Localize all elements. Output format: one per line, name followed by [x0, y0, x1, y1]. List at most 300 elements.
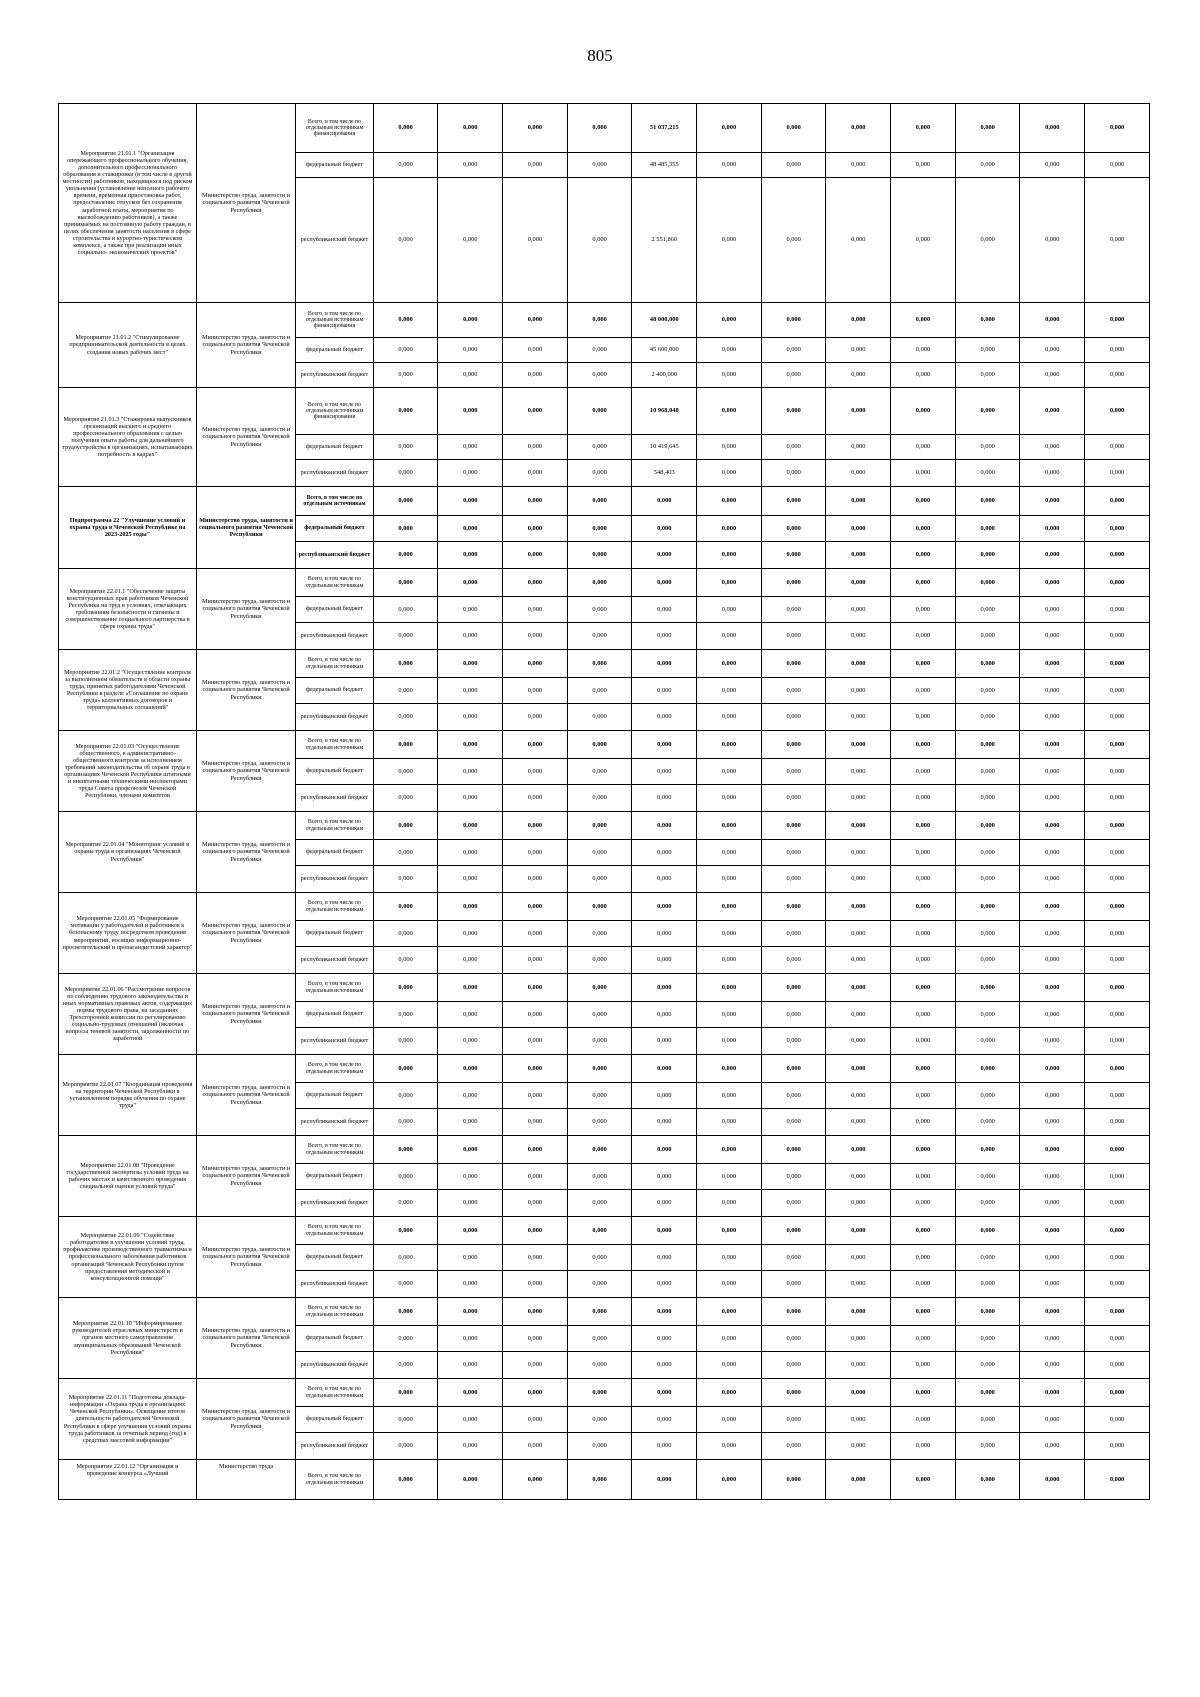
- amount-cell: 0,000: [632, 840, 697, 866]
- amount-cell: 0,000: [761, 1245, 826, 1271]
- amount-cell: 0,000: [632, 487, 697, 516]
- amount-cell: 0,000: [1020, 597, 1085, 623]
- amount-cell: 0,000: [891, 759, 956, 785]
- amount-cell: 0,000: [503, 866, 568, 893]
- amount-cell: 0,000: [891, 516, 956, 542]
- amount-cell: 0,000: [438, 1055, 503, 1083]
- executor-name: Министерство труда, занятости и социального развития Чеченской Республики: [196, 650, 295, 731]
- amount-cell: 0,000: [373, 1002, 438, 1028]
- amount-cell: 0,000: [955, 542, 1020, 569]
- page-number: 805: [587, 46, 613, 65]
- amount-cell: 0,000: [1085, 1083, 1150, 1109]
- amount-cell: 0,000: [373, 1136, 438, 1164]
- amount-cell: 0,000: [697, 1433, 762, 1460]
- amount-cell: 0,000: [697, 1460, 762, 1500]
- executor-name: Министерство труда, занятости и социального развития Чеченской Республики: [196, 303, 295, 388]
- amount-cell: 0,000: [955, 1083, 1020, 1109]
- amount-cell: 0,000: [1085, 363, 1150, 388]
- amount-cell: 0,000: [567, 1028, 632, 1055]
- amount-cell: 0,000: [632, 623, 697, 650]
- funding-source: Всего, в том числе по отдельным источникам: [296, 569, 374, 597]
- activity-name: Мероприятие 22.01.08 "Проведение государственной экспертизы условий труда на рабочих местах и качественного проведения специальной оценки условий труда": [59, 1136, 197, 1217]
- funding-source: Всего, в том числе по отдельным источникам: [296, 1460, 374, 1500]
- amount-cell: 0,000: [955, 893, 1020, 921]
- amount-cell: 0,000: [632, 1352, 697, 1379]
- amount-cell: 0,000: [373, 1217, 438, 1245]
- funding-source: республиканский бюджет: [296, 1190, 374, 1217]
- amount-cell: 0,000: [955, 623, 1020, 650]
- amount-cell: 0,000: [503, 435, 568, 460]
- amount-cell: 0,000: [697, 178, 762, 303]
- amount-cell: 0,000: [632, 1271, 697, 1298]
- amount-cell: 0,000: [373, 1352, 438, 1379]
- amount-cell: 0,000: [891, 947, 956, 974]
- amount-cell: 0,000: [761, 542, 826, 569]
- amount-cell: 0,000: [632, 1109, 697, 1136]
- amount-cell: 0,000: [1085, 569, 1150, 597]
- amount-cell: 0,000: [1020, 104, 1085, 153]
- amount-cell: 0,000: [891, 678, 956, 704]
- amount-cell: 0,000: [697, 947, 762, 974]
- amount-cell: 0,000: [1085, 1028, 1150, 1055]
- amount-cell: 0,000: [826, 731, 891, 759]
- amount-cell: 0,000: [373, 974, 438, 1002]
- amount-cell: 0,000: [761, 921, 826, 947]
- amount-cell: 0,000: [503, 597, 568, 623]
- amount-cell: 0,000: [891, 487, 956, 516]
- amount-cell: 0,000: [697, 1245, 762, 1271]
- amount-cell: 0,000: [826, 1379, 891, 1407]
- table-row: [59, 104, 1150, 153]
- amount-cell: 0,000: [567, 388, 632, 435]
- amount-cell: 0,000: [1085, 785, 1150, 812]
- amount-cell: 0,000: [373, 460, 438, 487]
- amount-cell: 0,000: [761, 1352, 826, 1379]
- amount-cell: 0,000: [826, 1217, 891, 1245]
- amount-cell: 0,000: [632, 704, 697, 731]
- amount-cell: 0,000: [567, 1055, 632, 1083]
- amount-cell: 0,000: [373, 866, 438, 893]
- executor-name: Министерство труда, занятости и социального развития Чеченской Республики: [196, 388, 295, 487]
- amount-cell: 0,000: [826, 1352, 891, 1379]
- amount-cell: 0,000: [438, 1352, 503, 1379]
- amount-cell: 0,000: [1085, 1326, 1150, 1352]
- amount-cell: 10 419,645: [632, 435, 697, 460]
- amount-cell: 0,000: [567, 104, 632, 153]
- amount-cell: 0,000: [632, 569, 697, 597]
- amount-cell: 0,000: [761, 1002, 826, 1028]
- amount-cell: 0,000: [955, 650, 1020, 678]
- amount-cell: 0,000: [697, 104, 762, 153]
- amount-cell: 51 037,215: [632, 104, 697, 153]
- amount-cell: 0,000: [891, 1164, 956, 1190]
- amount-cell: 0,000: [761, 866, 826, 893]
- amount-cell: 0,000: [826, 435, 891, 460]
- amount-cell: 0,000: [1085, 1217, 1150, 1245]
- amount-cell: 0,000: [761, 1028, 826, 1055]
- amount-cell: 0,000: [955, 866, 1020, 893]
- funding-source: Всего, в том числе по отдельным источникам: [296, 1217, 374, 1245]
- funding-source: Всего, в том числе по отдельным источникам: [296, 893, 374, 921]
- amount-cell: 0,000: [503, 759, 568, 785]
- amount-cell: 0,000: [697, 1136, 762, 1164]
- amount-cell: 0,000: [697, 153, 762, 178]
- amount-cell: 0,000: [891, 1109, 956, 1136]
- executor-name: Министерство труда, занятости и социального развития Чеченской Республики: [196, 1298, 295, 1379]
- amount-cell: 0,000: [955, 569, 1020, 597]
- amount-cell: 0,000: [697, 1190, 762, 1217]
- amount-cell: 0,000: [503, 1002, 568, 1028]
- executor-name: Министерство труда, занятости и социального развития Чеченской Республики: [196, 812, 295, 893]
- amount-cell: 0,000: [955, 812, 1020, 840]
- activity-name: Мероприятие 21.01.1 "Организация опережающего профессионального обучения, дополнительного профессионального образования и стажировки (в том числе в другой местности) работников, находящихся под риском увольнения (установление неполного рабочего времени, временная приостановка работ, предоставление отпусков без сохранения заработной платы, мероприятия по высвобождению работников), а также принимаемых на постоянную работу граждан, в целях обеспечения занятости населения в сфере строительства и курортно-туристическом комплексе, а также при реализации иных социально- экономических проектов": [59, 104, 197, 303]
- amount-cell: 0,000: [1085, 840, 1150, 866]
- amount-cell: 0,000: [1085, 623, 1150, 650]
- funding-source: республиканский бюджет: [296, 542, 374, 569]
- activity-name: Мероприятие 22.01.2 "Осуществление контроля за выполнением обязательств в области охраны труда, принятых работодателями Чеченской Республики в разделе «Соглашение по охране труда» коллективных договоров и территориальных соглашений": [59, 650, 197, 731]
- activity-name: Мероприятие 22.01.12 "Организация и проведение конкурса «Лучший: [59, 1460, 197, 1500]
- amount-cell: 0,000: [567, 1298, 632, 1326]
- table-row: [59, 812, 1150, 840]
- amount-cell: 0,000: [438, 516, 503, 542]
- amount-cell: 0,000: [1085, 303, 1150, 338]
- amount-cell: 0,000: [1020, 1109, 1085, 1136]
- amount-cell: 0,000: [697, 1379, 762, 1407]
- amount-cell: 0,000: [373, 678, 438, 704]
- amount-cell: 0,000: [632, 812, 697, 840]
- funding-source: федеральный бюджет: [296, 516, 374, 542]
- amount-cell: 0,000: [761, 1164, 826, 1190]
- amount-cell: 0,000: [891, 435, 956, 460]
- amount-cell: 0,000: [826, 104, 891, 153]
- amount-cell: 0,000: [1085, 1379, 1150, 1407]
- amount-cell: 0,000: [1020, 840, 1085, 866]
- funding-source: Всего, в том числе по отдельным источникам: [296, 650, 374, 678]
- amount-cell: 0,000: [891, 104, 956, 153]
- amount-cell: 0,000: [697, 363, 762, 388]
- amount-cell: 0,000: [373, 921, 438, 947]
- amount-cell: 0,000: [955, 104, 1020, 153]
- amount-cell: 0,000: [761, 153, 826, 178]
- amount-cell: 0,000: [891, 1217, 956, 1245]
- amount-cell: 0,000: [503, 516, 568, 542]
- amount-cell: 0,000: [1085, 338, 1150, 363]
- activity-name: Мероприятие 22.01.04 "Мониторинг условий и охраны труда в организациях Чеченской Республики": [59, 812, 197, 893]
- amount-cell: 0,000: [438, 1217, 503, 1245]
- amount-cell: 0,000: [761, 597, 826, 623]
- amount-cell: 0,000: [567, 1083, 632, 1109]
- amount-cell: 0,000: [955, 1109, 1020, 1136]
- activity-name: Мероприятие 21.01.3 "Стажировка выпускников организаций высшего и среднего профессионального образования с целью получения опыта работы для дальнейшего трудоустройства в организациях, испытывающих потребность в кадрах": [59, 388, 197, 487]
- amount-cell: 0,000: [891, 785, 956, 812]
- table-row: [59, 569, 1150, 597]
- amount-cell: 0,000: [438, 840, 503, 866]
- amount-cell: 0,000: [955, 731, 1020, 759]
- amount-cell: 0,000: [761, 569, 826, 597]
- amount-cell: 0,000: [632, 1055, 697, 1083]
- amount-cell: 0,000: [697, 1407, 762, 1433]
- amount-cell: 0,000: [955, 1245, 1020, 1271]
- amount-cell: 0,000: [891, 1298, 956, 1326]
- amount-cell: 0,000: [826, 921, 891, 947]
- amount-cell: 0,000: [955, 921, 1020, 947]
- amount-cell: 0,000: [632, 1136, 697, 1164]
- amount-cell: 0,000: [503, 178, 568, 303]
- funding-source: федеральный бюджет: [296, 1002, 374, 1028]
- amount-cell: 0,000: [891, 388, 956, 435]
- amount-cell: 0,000: [567, 947, 632, 974]
- amount-cell: 0,000: [1020, 338, 1085, 363]
- amount-cell: 0,000: [891, 974, 956, 1002]
- amount-cell: 0,000: [826, 1002, 891, 1028]
- amount-cell: 0,000: [373, 650, 438, 678]
- amount-cell: 0,000: [1085, 759, 1150, 785]
- amount-cell: 0,000: [826, 840, 891, 866]
- funding-source: республиканский бюджет: [296, 1433, 374, 1460]
- amount-cell: 0,000: [826, 704, 891, 731]
- amount-cell: 0,000: [438, 1028, 503, 1055]
- executor-name: Министерство труда, занятости и социального развития Чеченской Республики: [196, 569, 295, 650]
- amount-cell: 0,000: [632, 1460, 697, 1500]
- amount-cell: 0,000: [697, 1002, 762, 1028]
- amount-cell: 0,000: [1085, 1460, 1150, 1500]
- amount-cell: 0,000: [826, 1028, 891, 1055]
- amount-cell: 0,000: [503, 1109, 568, 1136]
- amount-cell: 0,000: [826, 388, 891, 435]
- amount-cell: 0,000: [826, 623, 891, 650]
- amount-cell: 0,000: [955, 1217, 1020, 1245]
- amount-cell: 0,000: [891, 1460, 956, 1500]
- amount-cell: 0,000: [697, 1271, 762, 1298]
- amount-cell: 0,000: [503, 1083, 568, 1109]
- amount-cell: 0,000: [503, 1326, 568, 1352]
- amount-cell: 0,000: [632, 650, 697, 678]
- amount-cell: 0,000: [1085, 1433, 1150, 1460]
- funding-source: республиканский бюджет: [296, 785, 374, 812]
- amount-cell: 0,000: [761, 338, 826, 363]
- amount-cell: 0,000: [761, 178, 826, 303]
- amount-cell: 0,000: [632, 678, 697, 704]
- amount-cell: 0,000: [891, 338, 956, 363]
- amount-cell: 0,000: [632, 947, 697, 974]
- amount-cell: 0,000: [761, 650, 826, 678]
- amount-cell: 0,000: [826, 597, 891, 623]
- amount-cell: 0,000: [955, 785, 1020, 812]
- amount-cell: 0,000: [1085, 516, 1150, 542]
- amount-cell: 0,000: [438, 1083, 503, 1109]
- amount-cell: 0,000: [1085, 974, 1150, 1002]
- amount-cell: 0,000: [826, 866, 891, 893]
- amount-cell: 0,000: [373, 759, 438, 785]
- amount-cell: 0,000: [567, 731, 632, 759]
- amount-cell: 0,000: [761, 704, 826, 731]
- amount-cell: 0,000: [955, 759, 1020, 785]
- amount-cell: 0,000: [891, 542, 956, 569]
- amount-cell: 0,000: [438, 812, 503, 840]
- amount-cell: 0,000: [438, 435, 503, 460]
- amount-cell: 0,000: [1020, 812, 1085, 840]
- amount-cell: 0,000: [697, 1083, 762, 1109]
- amount-cell: 2 551,860: [632, 178, 697, 303]
- amount-cell: 0,000: [1020, 866, 1085, 893]
- amount-cell: 0,000: [373, 178, 438, 303]
- amount-cell: 0,000: [1020, 974, 1085, 1002]
- funding-source: Всего, в том числе по отдельным источникам: [296, 974, 374, 1002]
- funding-source: республиканский бюджет: [296, 1109, 374, 1136]
- amount-cell: 0,000: [891, 866, 956, 893]
- amount-cell: 0,000: [373, 542, 438, 569]
- funding-source: Всего, в том числе по отдельным источникам финансирования: [296, 388, 374, 435]
- amount-cell: 0,000: [826, 178, 891, 303]
- amount-cell: 0,000: [697, 1055, 762, 1083]
- amount-cell: 0,000: [373, 104, 438, 153]
- amount-cell: 0,000: [955, 597, 1020, 623]
- amount-cell: 0,000: [632, 542, 697, 569]
- amount-cell: 0,000: [503, 388, 568, 435]
- amount-cell: 0,000: [1085, 1109, 1150, 1136]
- amount-cell: 0,000: [826, 153, 891, 178]
- amount-cell: 0,000: [891, 1055, 956, 1083]
- funding-source: республиканский бюджет: [296, 178, 374, 303]
- amount-cell: 0,000: [632, 921, 697, 947]
- amount-cell: 0,000: [567, 840, 632, 866]
- amount-cell: 0,000: [826, 1055, 891, 1083]
- amount-cell: 0,000: [1085, 597, 1150, 623]
- amount-cell: 0,000: [1085, 731, 1150, 759]
- funding-source: Всего, в том числе по отдельным источникам: [296, 1136, 374, 1164]
- amount-cell: 0,000: [761, 363, 826, 388]
- amount-cell: 0,000: [1085, 678, 1150, 704]
- executor-name: Министерство труда, занятости и социального развития Чеченской Республики: [196, 731, 295, 812]
- amount-cell: 0,000: [761, 1407, 826, 1433]
- amount-cell: 0,000: [1085, 650, 1150, 678]
- amount-cell: 0,000: [826, 516, 891, 542]
- funding-source: Всего, в том числе по отдельным источникам: [296, 731, 374, 759]
- amount-cell: 0,000: [697, 623, 762, 650]
- amount-cell: 0,000: [1020, 516, 1085, 542]
- amount-cell: 45 600,000: [632, 338, 697, 363]
- amount-cell: 0,000: [891, 153, 956, 178]
- amount-cell: 0,000: [761, 1298, 826, 1326]
- funding-source: федеральный бюджет: [296, 1164, 374, 1190]
- amount-cell: 0,000: [826, 542, 891, 569]
- amount-cell: 0,000: [697, 759, 762, 785]
- amount-cell: 0,000: [826, 678, 891, 704]
- amount-cell: 0,000: [567, 1352, 632, 1379]
- amount-cell: 0,000: [1020, 1245, 1085, 1271]
- amount-cell: 0,000: [438, 731, 503, 759]
- amount-cell: 0,000: [1085, 1055, 1150, 1083]
- amount-cell: 0,000: [1085, 1190, 1150, 1217]
- activity-name: Мероприятие 22.01.1 "Обеспечение защиты конституционных прав работников Чеченской Республики на труд в условиях, отвечающих требованиям безопасности и гигиены и совершенствование социального партнерства в сфере охраны труда": [59, 569, 197, 650]
- amount-cell: 0,000: [955, 1352, 1020, 1379]
- amount-cell: 0,000: [955, 1460, 1020, 1500]
- amount-cell: 0,000: [438, 704, 503, 731]
- amount-cell: 0,000: [1020, 1190, 1085, 1217]
- amount-cell: 0,000: [1020, 759, 1085, 785]
- subprogram-name: Подпрограмма 22 "Улучшение условий и охраны труда в Чеченской Республике на 2023-2025 годы": [59, 487, 197, 569]
- amount-cell: 0,000: [826, 1460, 891, 1500]
- amount-cell: 0,000: [503, 650, 568, 678]
- amount-cell: 0,000: [761, 785, 826, 812]
- amount-cell: 0,000: [697, 1217, 762, 1245]
- amount-cell: 0,000: [567, 338, 632, 363]
- amount-cell: 0,000: [1020, 1433, 1085, 1460]
- amount-cell: 0,000: [697, 1028, 762, 1055]
- funding-source: республиканский бюджет: [296, 866, 374, 893]
- amount-cell: 0,000: [697, 338, 762, 363]
- amount-cell: 0,000: [567, 1379, 632, 1407]
- amount-cell: 0,000: [503, 812, 568, 840]
- amount-cell: 0,000: [632, 1326, 697, 1352]
- amount-cell: 0,000: [632, 1002, 697, 1028]
- funding-source: федеральный бюджет: [296, 921, 374, 947]
- amount-cell: 0,000: [632, 1164, 697, 1190]
- funding-source: республиканский бюджет: [296, 1352, 374, 1379]
- amount-cell: 0,000: [567, 866, 632, 893]
- amount-cell: 0,000: [438, 623, 503, 650]
- amount-cell: 0,000: [503, 704, 568, 731]
- amount-cell: 0,000: [1085, 542, 1150, 569]
- amount-cell: 0,000: [503, 1136, 568, 1164]
- table-row: [59, 731, 1150, 759]
- amount-cell: 0,000: [955, 704, 1020, 731]
- amount-cell: 0,000: [1020, 731, 1085, 759]
- amount-cell: 0,000: [567, 650, 632, 678]
- amount-cell: 0,000: [1020, 1055, 1085, 1083]
- amount-cell: 0,000: [373, 812, 438, 840]
- amount-cell: 0,000: [373, 1028, 438, 1055]
- amount-cell: 0,000: [632, 1379, 697, 1407]
- amount-cell: 0,000: [955, 303, 1020, 338]
- amount-cell: 0,000: [503, 678, 568, 704]
- amount-cell: 0,000: [438, 303, 503, 338]
- amount-cell: 0,000: [438, 678, 503, 704]
- amount-cell: 0,000: [373, 1109, 438, 1136]
- amount-cell: 0,000: [761, 731, 826, 759]
- amount-cell: 0,000: [503, 974, 568, 1002]
- funding-source: республиканский бюджет: [296, 623, 374, 650]
- amount-cell: 0,000: [438, 460, 503, 487]
- amount-cell: 0,000: [761, 678, 826, 704]
- amount-cell: 0,000: [891, 731, 956, 759]
- table-row: [59, 650, 1150, 678]
- table-row: [59, 1055, 1150, 1083]
- amount-cell: 0,000: [438, 1433, 503, 1460]
- amount-cell: 0,000: [955, 678, 1020, 704]
- amount-cell: 0,000: [1085, 1352, 1150, 1379]
- amount-cell: 0,000: [1020, 921, 1085, 947]
- amount-cell: 0,000: [697, 303, 762, 338]
- funding-source: Всего, в том числе по отдельным источникам: [296, 1298, 374, 1326]
- amount-cell: 0,000: [761, 1136, 826, 1164]
- amount-cell: 0,000: [373, 338, 438, 363]
- amount-cell: 0,000: [567, 516, 632, 542]
- amount-cell: 0,000: [503, 542, 568, 569]
- amount-cell: 0,000: [567, 1217, 632, 1245]
- amount-cell: 0,000: [697, 487, 762, 516]
- executor-name: Министерство труда, занятости и социального развития Чеченской Республики: [196, 1055, 295, 1136]
- amount-cell: 0,000: [826, 650, 891, 678]
- amount-cell: 0,000: [1085, 388, 1150, 435]
- amount-cell: 0,000: [373, 731, 438, 759]
- amount-cell: 0,000: [826, 785, 891, 812]
- amount-cell: 0,000: [503, 569, 568, 597]
- amount-cell: 0,000: [632, 1433, 697, 1460]
- amount-cell: 0,000: [438, 542, 503, 569]
- amount-cell: 0,000: [761, 1326, 826, 1352]
- amount-cell: 0,000: [826, 759, 891, 785]
